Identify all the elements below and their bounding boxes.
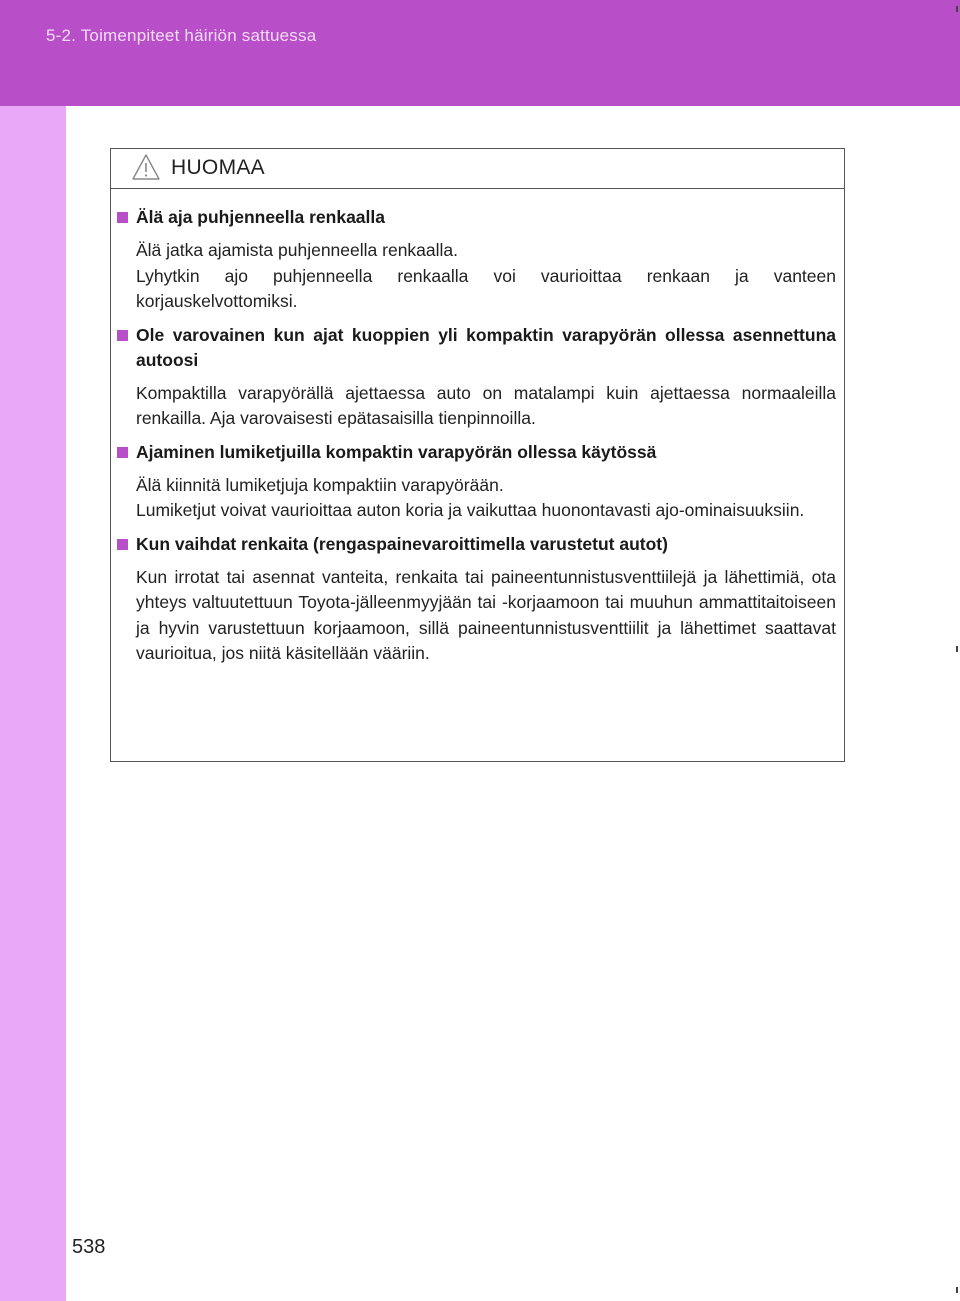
edge-mark: [956, 1287, 958, 1293]
paragraph: Lumiketjut voivat vaurioittaa auton koria ja vaikuttaa huonontavasti ajo-ominaisuuksiin.: [136, 500, 805, 520]
caution-body: [111, 189, 844, 667]
caution-item: [115, 440, 836, 524]
caution-item-body: [136, 473, 836, 524]
paragraph: Kun irrotat tai asennat vanteita, renkaita tai paineentunnistusventtiilejä ja lähettimiä, ota yhteys valtuutettuun Toyota-jälleenmyyjään tai -korjaamoon tai muuhun ammattitaitoiseen ja hyvin varustettuun korjaamoon, sillä paineentunnistusventtiilit ja lähettimet saattavat vaurioitua, jos niitä käsitellään vääriin.: [136, 566, 836, 663]
page-number: 538: [72, 1236, 106, 1258]
paragraph: Älä kiinnitä lumiketjuja kompaktiin varapyörään.: [136, 474, 504, 495]
caution-item-heading-text: Kun vaihdat renkaita (rengaspainevaroittimella varustetut autot): [136, 533, 668, 554]
caution-box: [110, 148, 845, 762]
caution-item-heading-text: Älä aja puhjenneella renkaalla: [136, 207, 385, 227]
section-header-band: [0, 0, 960, 106]
paragraph: Lyhytkin ajo puhjenneella renkaalla voi vaurioittaa renkaan ja vanteen korjauskelvottomiksi.: [136, 265, 836, 311]
caution-item-body: [136, 565, 836, 667]
edge-mark: [956, 646, 958, 652]
paragraph: Älä jatka ajamista puhjenneella renkaalla.: [136, 240, 459, 260]
caution-item-heading: [115, 205, 836, 230]
caution-item-heading-text: Ole varovainen kun ajat kuoppien yli kompaktin varapyörän ollessa asennettuna autoosi: [136, 324, 836, 370]
caution-item-heading-text: Ajaminen lumiketjuilla kompaktin varapyörän ollessa käytössä: [136, 441, 657, 462]
caution-item-body: [136, 238, 836, 315]
caution-item-heading: [115, 532, 836, 557]
caution-item: [115, 323, 836, 432]
square-bullet-icon: [117, 212, 128, 223]
caution-header: [111, 149, 844, 189]
square-bullet-icon: [117, 330, 128, 341]
edge-mark: [956, 6, 958, 12]
warning-triangle-icon: [131, 153, 161, 181]
caution-item-heading: [115, 440, 836, 465]
square-bullet-icon: [117, 539, 128, 550]
caution-item-heading: [115, 323, 836, 373]
caution-item: [115, 532, 836, 667]
square-bullet-icon: [117, 447, 128, 458]
left-margin-strip: [0, 106, 66, 1301]
paragraph: Kompaktilla varapyörällä ajettaessa auto on matalampi kuin ajettaessa normaaleilla renkailla. Aja varovaisesti epätasaisilla tienpinnoilla.: [136, 382, 836, 428]
caution-item-body: [136, 381, 836, 432]
caution-item: [115, 205, 836, 315]
caution-title: HUOMAA: [171, 156, 265, 179]
section-label: 5-2. Toimenpiteet häiriön sattuessa: [46, 26, 317, 45]
